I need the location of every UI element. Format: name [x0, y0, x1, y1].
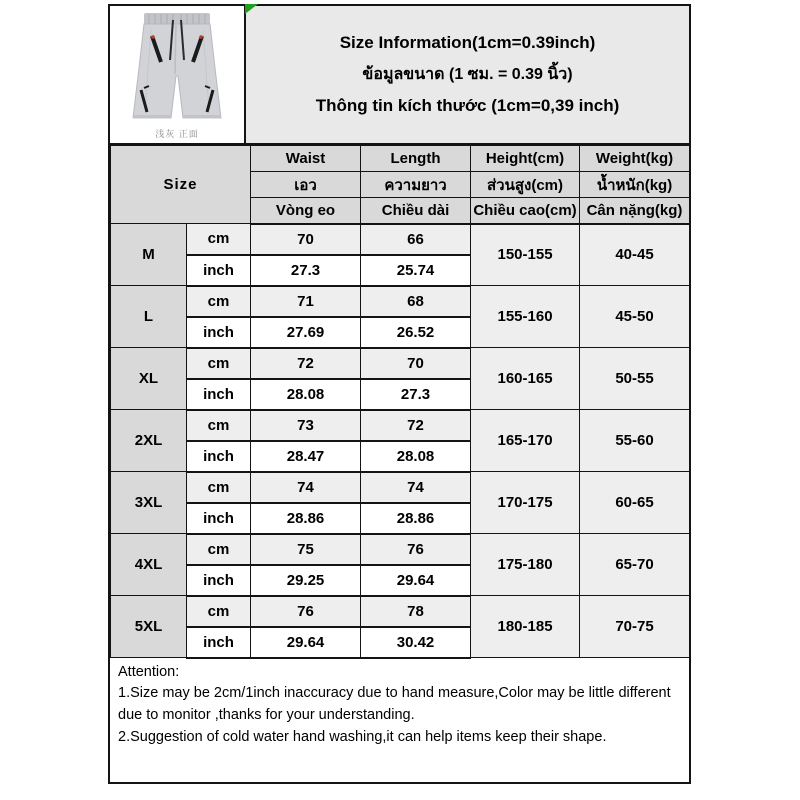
unit-inch-cell: inch — [187, 627, 251, 658]
attention-line-1: 1.Size may be 2cm/1inch inaccuracy due to hand measure,Color may be little different due to monitor ,thanks for your understanding. — [118, 685, 671, 723]
col-header-length-vi: Chiều dài — [361, 198, 471, 224]
table-row-cm — [111, 534, 690, 565]
waist-cm-value: 73 — [251, 410, 361, 441]
unit-inch-cell: inch — [187, 255, 251, 286]
unit-cm-cell: cm — [187, 596, 251, 627]
height-range: 155-160 — [471, 286, 580, 348]
table-row-cm — [111, 348, 690, 379]
attention-note — [110, 659, 689, 782]
table-row-cm — [111, 596, 690, 627]
weight-range: 65-70 — [580, 534, 690, 596]
size-header: Size — [111, 146, 251, 224]
length-inch-value: 28.08 — [361, 441, 471, 472]
waist-cm-value: 70 — [251, 224, 361, 255]
length-cm-value: 68 — [361, 286, 471, 317]
weight-range: 60-65 — [580, 472, 690, 534]
waist-inch-value: 28.86 — [251, 503, 361, 534]
length-inch-value: 29.64 — [361, 565, 471, 596]
height-range: 170-175 — [471, 472, 580, 534]
unit-inch-cell: inch — [187, 503, 251, 534]
height-range: 175-180 — [471, 534, 580, 596]
length-cm-value: 74 — [361, 472, 471, 503]
pants-image — [111, 10, 243, 124]
height-range: 150-155 — [471, 224, 580, 286]
col-header-length-th: ความยาว — [361, 172, 471, 198]
col-header-waist-en: Waist — [251, 146, 361, 172]
col-header-weight-en: Weight(kg) — [580, 146, 690, 172]
title-line-vietnamese: Thông tin kích thước (1cm=0,39 inch) — [315, 96, 620, 115]
waist-cm-value: 74 — [251, 472, 361, 503]
col-header-height-en: Height(cm) — [471, 146, 580, 172]
size-table — [110, 145, 690, 659]
title-line-thai: ข้อมูลขนาด (1 ซม. = 0.39 นิ้ว) — [362, 66, 573, 83]
size-cell: M — [111, 224, 187, 286]
table-row-cm — [111, 224, 690, 255]
unit-inch-cell: inch — [187, 379, 251, 410]
col-header-height-vi: Chiều cao(cm) — [471, 198, 580, 224]
col-header-weight-vi: Cân nặng(kg) — [580, 198, 690, 224]
size-chart-content — [108, 4, 691, 784]
col-header-length-en: Length — [361, 146, 471, 172]
weight-range: 55-60 — [580, 410, 690, 472]
unit-cm-cell: cm — [187, 224, 251, 255]
table-row-cm — [111, 472, 690, 503]
title-block — [246, 6, 689, 143]
top-row — [110, 6, 689, 145]
length-inch-value: 30.42 — [361, 627, 471, 658]
table-row-cm — [111, 410, 690, 441]
length-cm-value: 70 — [361, 348, 471, 379]
photo-caption: 浅灰 正面 — [155, 129, 199, 139]
weight-range: 50-55 — [580, 348, 690, 410]
unit-cm-cell: cm — [187, 472, 251, 503]
size-cell: L — [111, 286, 187, 348]
unit-cm-cell: cm — [187, 410, 251, 441]
waist-inch-value: 28.08 — [251, 379, 361, 410]
waist-cm-value: 76 — [251, 596, 361, 627]
weight-range: 40-45 — [580, 224, 690, 286]
waist-inch-value: 27.3 — [251, 255, 361, 286]
unit-inch-cell: inch — [187, 317, 251, 348]
size-cell: 5XL — [111, 596, 187, 658]
table-row-cm — [111, 286, 690, 317]
col-header-waist-th: เอว — [251, 172, 361, 198]
waist-inch-value: 29.64 — [251, 627, 361, 658]
height-range: 180-185 — [471, 596, 580, 658]
waist-cm-value: 72 — [251, 348, 361, 379]
waist-cm-value: 71 — [251, 286, 361, 317]
attention-line-2: 2.Suggestion of cold water hand washing,it can help items keep their shape. — [118, 728, 607, 745]
size-cell: 2XL — [111, 410, 187, 472]
height-range: 165-170 — [471, 410, 580, 472]
unit-cm-cell: cm — [187, 286, 251, 317]
col-header-weight-th: น้ำหนัก(kg) — [580, 172, 690, 198]
weight-range: 45-50 — [580, 286, 690, 348]
length-cm-value: 72 — [361, 410, 471, 441]
weight-range: 70-75 — [580, 596, 690, 658]
height-range: 160-165 — [471, 348, 580, 410]
unit-inch-cell: inch — [187, 565, 251, 596]
length-inch-value: 28.86 — [361, 503, 471, 534]
length-cm-value: 78 — [361, 596, 471, 627]
title-line-english: Size Information(1cm=0.39inch) — [339, 33, 596, 52]
waist-inch-value: 28.47 — [251, 441, 361, 472]
size-cell: 4XL — [111, 534, 187, 596]
corner-flag-icon — [245, 4, 258, 14]
length-cm-value: 76 — [361, 534, 471, 565]
waist-inch-value: 29.25 — [251, 565, 361, 596]
waist-inch-value: 27.69 — [251, 317, 361, 348]
unit-cm-cell: cm — [187, 348, 251, 379]
attention-heading: Attention: — [118, 663, 180, 680]
size-cell: 3XL — [111, 472, 187, 534]
length-inch-value: 25.74 — [361, 255, 471, 286]
header-row-english — [111, 146, 690, 172]
size-cell: XL — [111, 348, 187, 410]
col-header-waist-vi: Vòng eo — [251, 198, 361, 224]
length-cm-value: 66 — [361, 224, 471, 255]
unit-inch-cell: inch — [187, 441, 251, 472]
product-photo — [110, 6, 246, 143]
length-inch-value: 26.52 — [361, 317, 471, 348]
col-header-height-th: ส่วนสูง(cm) — [471, 172, 580, 198]
length-inch-value: 27.3 — [361, 379, 471, 410]
waist-cm-value: 75 — [251, 534, 361, 565]
unit-cm-cell: cm — [187, 534, 251, 565]
